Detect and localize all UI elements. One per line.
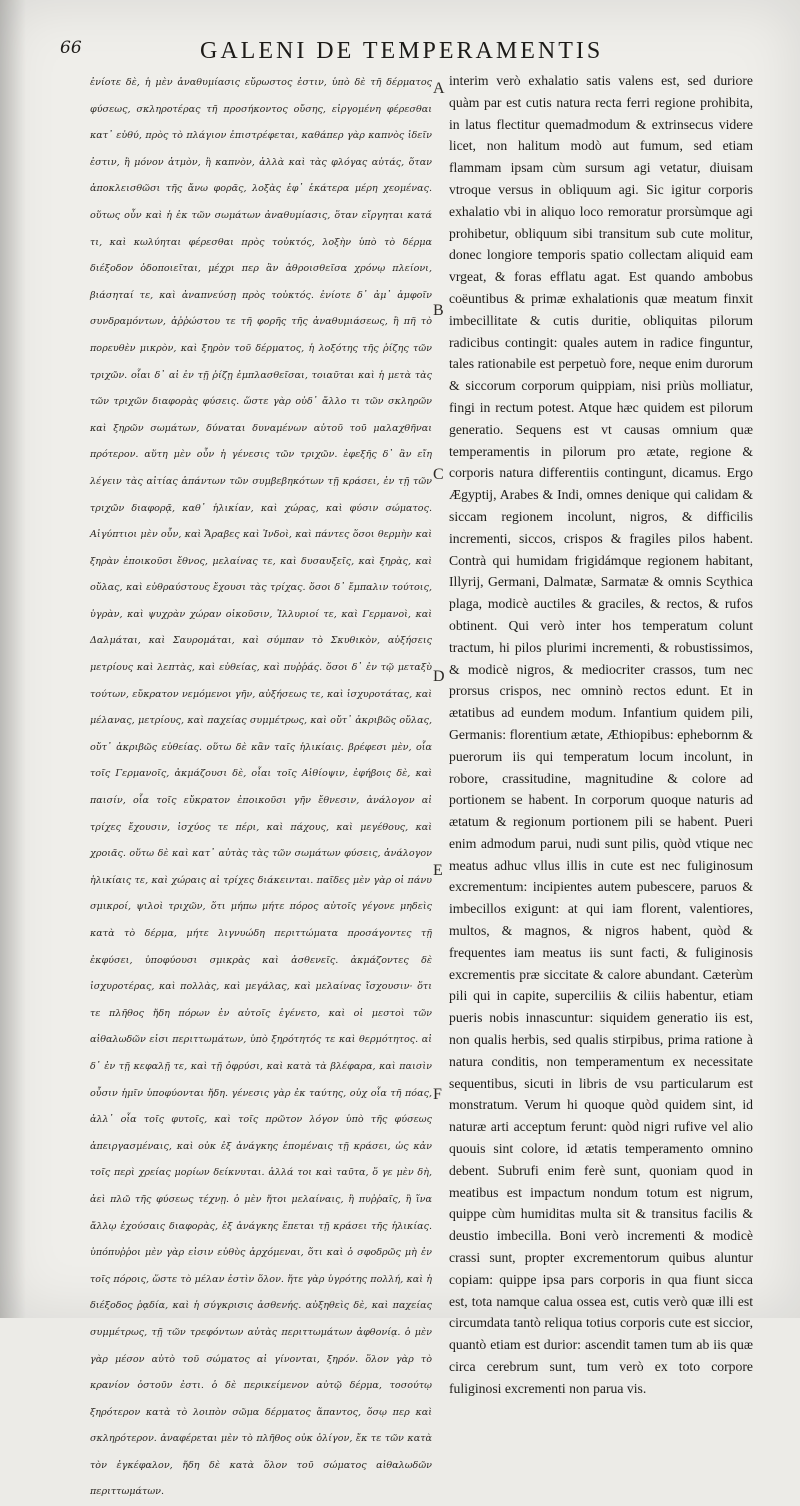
page-header (60, 38, 750, 68)
margin-marker-a: A (433, 80, 445, 97)
latin-text-column (449, 70, 753, 1396)
margin-marker-e: E (433, 862, 443, 879)
running-title: GALENI DE TEMPERAMENTIS (200, 38, 604, 64)
greek-text: ἐνίοτε δὲ, ἡ μὲν ἀναθυμίασις εὔρωστος ἐστιν, ὑπὸ δὲ τῆ δέρματος φύσεως, σκληροτέρας τῆ προσήκοντος οὔσης, εἰργομένη φέρεσθαι κατ᾽ εὐθύ, πρὸς τὸ πλάγιον ἐπιστρέφεται, καθάπερ γὰρ καπνὸς ἰδεῖν ἐστιν, ἢ μόνον ἀτμὸν, ἢ καπνὸν, ἀλλὰ καὶ τὰς φλόγας αὐτάς, ὅταν ἀποκλεισθῶσι τῆς ἄνω φορᾶς, λοξὰς ἐφ᾽ ἑκάτερα μέρη χεομένας. οὕτως οὖν καὶ ἡ ἐκ τῶν σωμάτων ἀναθυμίασις, ὅταν εἴργηται κατά τι, καὶ κωλύηται φέρεσθαι πρὸς τοὐκτός, λοξὴν ὑπὸ τὸ δέρμα διέξοδον ὁδοποιεῖται, μέχρι περ ἂν ἀθροισθεῖσα χρόνῳ πλείονι, βιάσηταί τε, καὶ ἀναπνεύσῃ πρὸς τοὐκτός. ἐνίοτε δ᾽ ἀμ᾽ ἀμφοῖν συνδραμόντων, ἀῤῥώστου τε τῆ φορῆς τῆς ἀναθυμιάσεως, ἢ πῆ τὸ πορευθὲν μικρὸν, καὶ ξηρὸν τοῦ δέρματος, ἡ λοξότης τῆς ῥίζης τῶν τριχῶν. οἷαι δ᾽ αἱ ἐν τῇ ῥίζῃ ἐμπλασθεῖσαι, τοιαῦται καὶ ἡ μετὰ τὰς τῶν τριχῶν διαφορὰς φύσεις. ὥστε γὰρ οὐδ᾽ ἄλλο τι τῶν σκληρῶν καὶ ξηρῶν σωμάτων, δύναται δυναμένων αὐτοῦ τοῦ μαλαχθῆναι πρότερον. αὕτη μὲν οὖν ἡ γένεσις τῶν τριχῶν. ἐφεξῆς δ᾽ ἂν εἴη λέγειν τὰς αἰτίας ἁπάντων τῶν συμβεβηκότων τῇ κράσει, ἐν τῇ τῶν τριχῶν διαφορᾷ, καθ᾽ ἡλικίαν, καὶ χώρας, καὶ φύσιν σώματος. Αἰγύπτιοι μὲν οὖν, καὶ Ἄραβες καὶ Ἰνδοὶ, καὶ πάντες ὅσοι θερμὴν καὶ ξηρὰν ἐποικοῦσι ἔθνος, μελαίνας τε, καὶ δυσαυξεῖς, καὶ ξηρὰς, καὶ οὔλας, καὶ εὐθραύστους ἔχουσι τὰς τρίχας. ὅσοι δ᾽ ἔμπαλιν τούτοις, ὑγρὰν, καὶ ψυχρὰν χώραν οἰκοῦσιν, Ἰλλυριοί τε, καὶ Γερμανοὶ, καὶ Δαλμάται, καὶ Σαυρομάται, καὶ σύμπαν τὸ Σκυθικὸν, αὐξήσεις μετρίους καὶ λεπτὰς, καὶ εὐθείας, καὶ πυῤῥάς. ὅσοι δ᾽ ἐν τῷ μεταξὺ τούτων, εὔκρατον νεμόμενοι γῆν, αὐξήσεως τε, καὶ ἰσχυροτάτας, καὶ μέλανας, μετρίους, καὶ παχείας συμμέτρως, καὶ οὔτ᾽ ἀκριβῶς οὔλας, οὔτ᾽ ἀκριβῶς εὐθείας. οὕτω δὲ κἂν ταῖς ἡλικίαις. βρέφεσι μὲν, οἷα τοῖς Γερμανοῖς, ἀκμάζουσι δὲ, οἷαι τοῖς Αἰθίοψιν, ἐφήβοις δὲ, καὶ παισίν, οἷα τοῖς εὔκρατον ἐποικοῦσι γῆν ἔθνεσιν, ἀνάλογον αἱ τρίχες ἔχουσιν, ἰσχύος τε πέρι, καὶ πάχους, καὶ μεγέθους, καὶ χροιᾶς. οὕτω δὲ καὶ κατ᾽ αὐτὰς τὰς τῶν σωμάτων φύσεις, ἀνάλογον ἡλικίαις τε, καὶ χώραις αἱ τρίχες διάκεινται. παῖδες μὲν γὰρ οἱ πάνυ σμικροί, ψιλοὶ τριχῶν, ὅτι μήπω μήτε πόρος αὐτοῖς γέγονε μηδεὶς κατὰ τὸ δέρμα, μήτε λιγνυώδη περιττώματα προσάγοντες τῇ ἐκφύσει, ὑποφύουσι σμικρὰς καὶ ἀσθενεῖς. ἀκμάζοντες δὲ ἰσχυροτέρας, καὶ πολλὰς, καὶ μεγάλας, καὶ μελαίνας ἴσχουσιν· ὅτι τε πλῆθος ἤδη πόρων ἐν αὐτοῖς ἐγένετο, καὶ οἱ μεστοὶ τῶν αἰθαλωδῶν εἰσι περιττωμάτων, ὑπὸ ξηρότητός τε καὶ θερμότητος. αἱ δ᾽ ἐν τῇ κεφαλῇ τε, καὶ τῇ ὀφρύσι, καὶ κατὰ τὰ βλέφαρα, καὶ παισὶν οὖσιν ἡμῖν ὑποφύονται ἤδη. γένεσις γὰρ ἐκ ταύτης, οὐχ οἷα τῆ πόας, ἀλλ᾽ οἷα τοῖς φυτοῖς, καὶ τοῖς πρῶτον λόγον ὑπὸ τῆς φύσεως ἀπειργασμέναις, καὶ οὐκ ἐξ ἀνάγκης ἑπομέναις τῇ κράσει, ὡς κἀν τοῖς περὶ χρείας μορίων δείκνυται. ἀλλά τοι καὶ ταῦτα, ὅ γε μὲν δὴ, ἀεὶ πλῶ τῆς φύσεως τέχνῃ. ὁ μὲν ἤτοι μελαίναις, ἢ πυῤῥαῖς, ἢ ἵνα ἄλλῳ ἐχούσαις διαφορὰς, ἐξ ἀνάγκης ἕπεται τῇ κράσει τῆς ἡλικίας. ὑπόπυῤῥοι μὲν γὰρ εἰσιν εὐθὺς ἀρχόμεναι, ὅτι καὶ ὁ σφοδρῶς μὴ ἐν τοῖς πόροις, ὥστε τὸ μέλαν ἐστὶν ὅλον. ἥτε γὰρ ὑγρότης πολλή, καὶ ἡ διέξοδος ῥᾳδία, καὶ ἡ σύγκρισις ἀσθενής. αὐξηθεὶς δὲ, καὶ παχείας συμμέτρως, τῇ τῶν τρεφόντων αὐτὰς περιττωμάτων ἀφθονίᾳ. ὁ μὲν γὰρ μέσον αὐτὸ τοῦ σώματος αἱ γίνονται, ξηρόν. ὅλον γὰρ τὸ κρανίον ὀστοῦν ἐστι. ὁ δὲ περικείμενον αὐτῷ δέρμα, τοσούτῳ ξηρότερον κατὰ τὸ λοιπὸν σῶμα δέρματος ἅπαντος, ὅσῳ περ καὶ σκληρότερον. ἀναφέρεται μὲν τὸ πλῆθος οὐκ ὀλίγον, ἔκ τε τῶν κατὰ τὸν ἐγκέφαλον, ἤδη δὲ κατὰ ὅλον τοῦ σώματος αἰθαλωδῶν περιττωμάτων. (90, 77, 432, 1498)
binding-shadow (0, 0, 26, 1318)
margin-marker-c: C (433, 466, 444, 483)
page-number: 66 (60, 38, 82, 58)
latin-text: interim verò exhalatio satis valens est, sed duriore quàm par est cutis natura recta ferri regione prohibita, in latus flectitur quemadmodum & extrinsecus videre licet, non halitum modò aut fumum, sed etiam flammam ipsam cùm sursum agi vetatur, diuisam vtroque versus in obliquum agi. Sic igitur corporis exhalatio vbi in aliquo loco remoratur prorsùmque agi prohibetur, obliquum sibi transitum sub cute molitur, donec longiore temporis spatio collectam aliquid eam vrgeat, & foras efflatu agat. Est quando ambobus coëuntibus & primæ exhalationis quæ meatum finxit imbecillitate & cutis duritie, obliquitas pilorum radicibus contingit: quales autem in radice finguntur, tales rationabile est perpetuò fore, neque enim durorum & siccorum corporum quippiam, nisi priùs molliatur, fingi in rectum potest. Atque hæc quidem est pilorum generatio. Sequens est vt causas omnium quæ temperamentis in pilorum pro ætate, regione & corporis natura differentiis contingunt, dicamus. Ergo Ægyptij, Arabes & Indi, omnes denique qui calidam & siccam regionem incolunt, nigros, & difficilis incrementi, siccos, crispos & fragiles pilos habent. Contrà qui humidam frigidámque regionem habitant, Illyrij, Germani, Dalmatæ, Sarmatæ & omnis Scythica plaga, modicè auctiles & graciles, & rectos, & rufos obtinent. Qui verò inter hos temperatum colunt tractum, hi pilos plurimi incrementi, & robustissimos, & modicè nigros, & mediocriter crassos, tum nec prorsus crispos, nec omninò rectos edunt. Et in ætatibus ad eundem modum. Infantium quidem pili, Germanis: florentium ætate, Æthiopibus: ephebornm & puerorum iis qui temperatum locum incolunt, in robore, crassitudine, magnitudine & colore ad portionem se habent. In corporum quoque naturis ad ætatum & regionum portionem pili se habent. Pueri enim admodum parui, nudi sunt pilis, quòd vtique nec meatus adhuc vllus illis in cute est nec fuliginosum excrementum: incipientes autem pubescere, paruos & imbecillos exigunt: at qui iam florent, valentiores, multos, & magnos, & nigros habent, quòd & frequentes iam meatus iis sunt facti, & fuliginosis excrementis præ siccitate & calore abundant. Cæterùm pili qui in capite, superciliis & ciliis habentur, etiam pueris nobis innascuntur: siquidem generatio iis est, non qualis herbis, sed qualis stirpibus, prima ratione à natura conditis, non temperamentum ex necessitate sequentibus, sicuti in libris de vsu particularum est monstratum. Verum hi quoque quòd quidem sint, id naturæ arti acceptum ferunt: quòd nigri rufive vel alio quouis sint colore, id ætatis temperamento omnino debent. Subrufi enim ferè sunt, quoniam quod in meatibus est impactum nondum totum est nigrum, quippe cùm humiditas multa sit & transitus facilis & deustio imbecilla. Boni verò incrementi & modicè crassi sunt, propter excrementorum quibus aluntur copiam: quippe ipsa pars corporis in qua fiunt sicca est, tota namque calua ossea est, cutis verò quæ illi est circumdata tantò reliqua totius corporis cute est siccior, quantò etiam est durior: ascendit tamen tum ab iis quæ circa cerebrum sunt, tum verò ex toto corpore fuliginosi excrementi non parua vis. (449, 73, 753, 1396)
margin-marker-b: B (433, 302, 444, 319)
greek-text-column (90, 70, 432, 1498)
margin-marker-f: F (433, 1086, 442, 1103)
margin-marker-d: D (433, 668, 445, 685)
